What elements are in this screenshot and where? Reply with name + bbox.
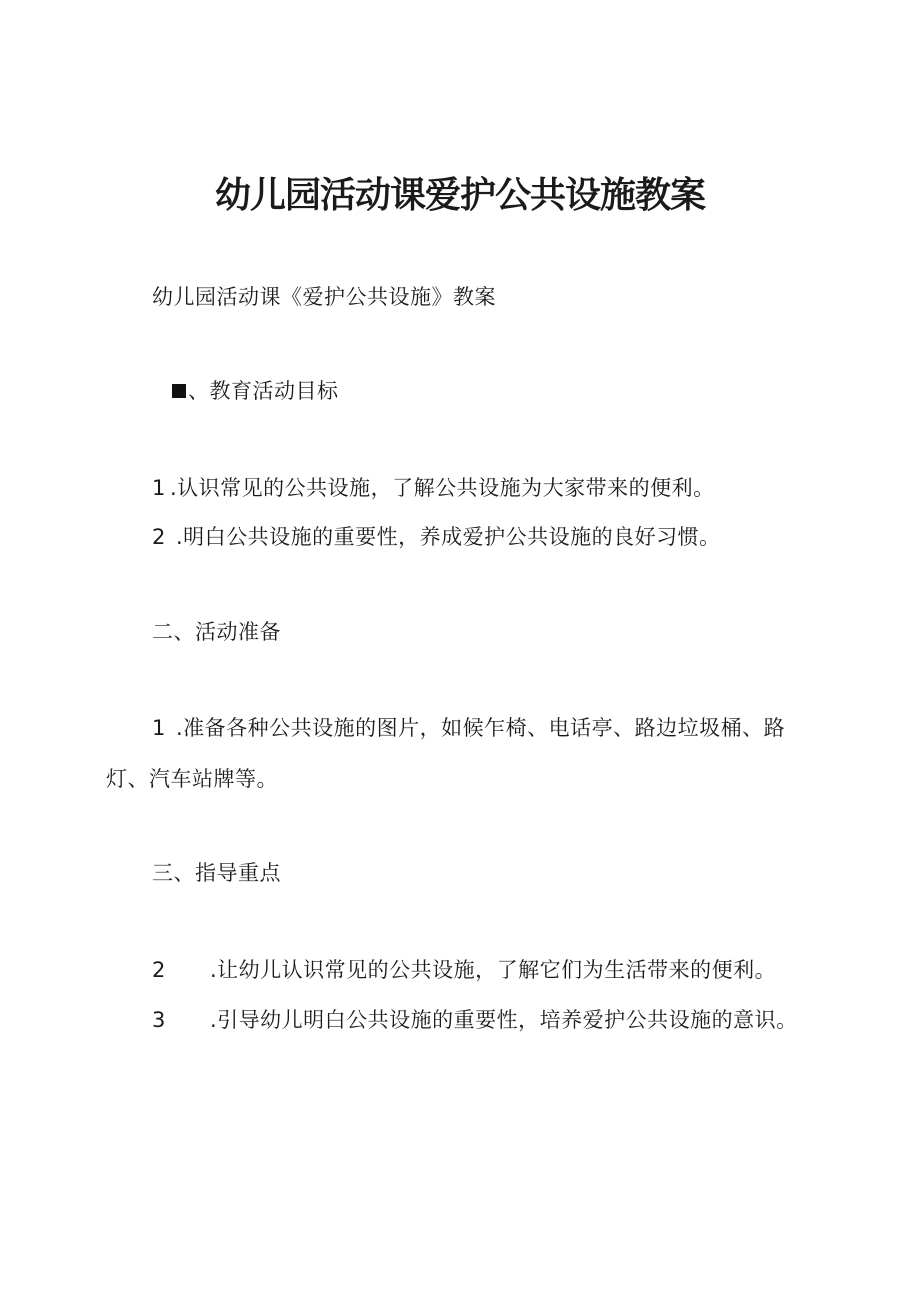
section-focus-heading: 三、指导重点 bbox=[152, 861, 281, 885]
goals-item-1-text: .认识常见的公共设施，了解公共设施为大家带来的便利。 bbox=[170, 476, 715, 500]
focus-item-2 bbox=[152, 955, 776, 985]
goals-item-2-number: 2 bbox=[152, 525, 166, 549]
focus-item-3-text: .引导幼儿明白公共设施的重要性，培养爱护公共设施的意识。 bbox=[210, 1008, 798, 1032]
document-subtitle: 幼儿园活动课《爱护公共设施》教案 bbox=[152, 285, 496, 309]
focus-item-2-text: .让幼儿认识常见的公共设施，了解它们为生活带来的便利。 bbox=[210, 958, 777, 982]
preparation-item-1-text-line1: .准备各种公共设施的图片，如候乍椅、电话亭、路边垃圾桶、路 bbox=[176, 716, 786, 740]
focus-item-3 bbox=[152, 1005, 798, 1035]
section-goals-heading-text: 、教育活动目标 bbox=[188, 379, 339, 403]
preparation-item-1-number: 1 bbox=[152, 716, 166, 740]
goals-item-2 bbox=[152, 522, 721, 552]
goals-item-1-number: 1 bbox=[152, 476, 166, 500]
document-title: 幼儿园活动课爱护公共设施教案 bbox=[214, 175, 705, 216]
section-preparation-heading: 二、活动准备 bbox=[152, 620, 281, 644]
preparation-item-1-line1 bbox=[152, 713, 785, 743]
preparation-item-1-line2: 灯、汽车站牌等。 bbox=[106, 767, 278, 791]
focus-item-2-number: 2 bbox=[152, 958, 166, 982]
section-goals-heading bbox=[172, 376, 339, 406]
goals-item-2-text: .明白公共设施的重要性，养成爱护公共设施的良好习惯。 bbox=[176, 525, 721, 549]
focus-item-3-number: 3 bbox=[152, 1008, 166, 1032]
goals-item-1 bbox=[152, 473, 715, 503]
square-bullet-icon bbox=[172, 384, 186, 398]
